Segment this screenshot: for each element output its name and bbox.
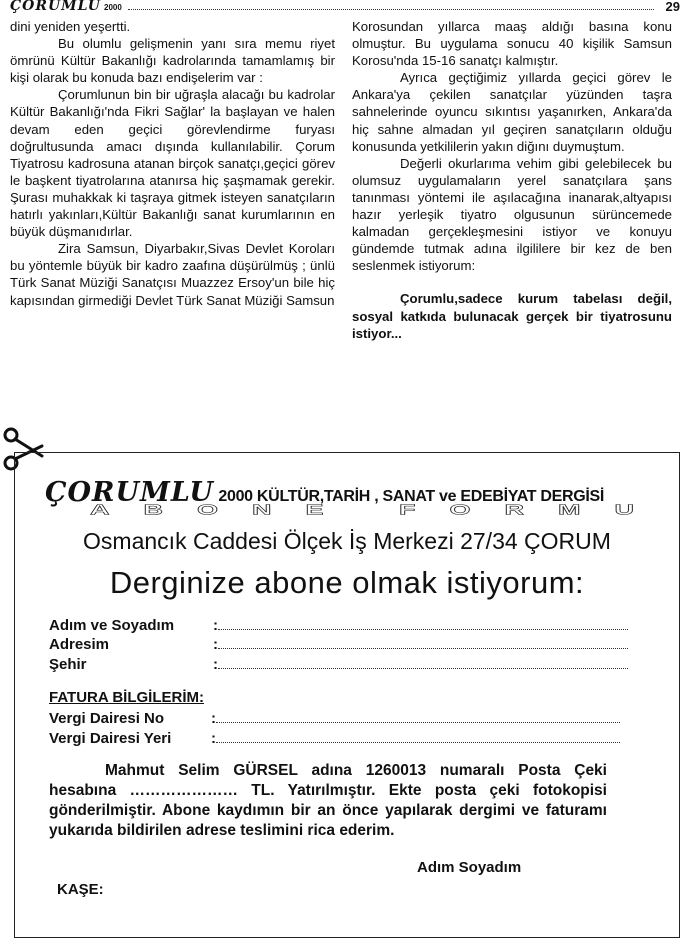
article-paragraph: Çorumlunun bin bir uğraşla alacağı bu kadrolar Kültür Bakanlığı'nda Fikri Sağlar' la başlayan ve halen devam eden geçici görevlendirme furyası doğrultusunda amacı dışında kullanılabilir. Çorum Tiyatrosu kadrosuna atanan birçok sanatçı,geçici görev le başkent tiyatrolarına atanırsa hiç şaşmamak gerekir. Şurası muhakkak ki taşraya gitmek isteyen sanatçıların hatırlı yakınları,Kültür Bakanlığı sanat kurumlarının en büyük düşmanıdırlar. [10,87,335,240]
page-number: 29 [665,0,680,14]
header-year: 2000 [104,3,122,12]
city-input-line[interactable] [218,658,628,669]
article-right-column [352,18,672,342]
field-separator: : [211,710,216,727]
field-separator: : [213,656,218,673]
tax-office-no-label: Vergi Dairesi No [49,710,165,727]
article-paragraph: Zira Samsun, Diyarbakır,Sivas Devlet Koroları bu yöntemle büyük bir kadro zaafına düşürülmüş ; ünlü Türk Sanat Müziği Sanatçısı Muazzez Ersoy'un bile hiç kapısından girmediği Devlet Türk Sanat Müziği Samsun [10,241,335,308]
tax-office-place-field[interactable] [49,730,620,747]
header-logo: ÇORUMLU [10,0,101,14]
city-field[interactable] [49,656,628,673]
name-input-line[interactable] [218,619,628,630]
tax-office-no-field[interactable] [49,710,620,727]
tax-office-place-label: Vergi Dairesi Yeri [49,730,172,747]
payment-paragraph [49,761,607,841]
article-paragraph: Korosundan yıllarca maaş aldığı basına konu olmuştur. Bu uygulama sonucu 40 kişilik Samsun Korosu'nda 15-16 sanatçı kalmıştır. [352,19,672,69]
form-main-line: Derginize abone olmak istiyorum: [109,565,585,600]
form-subtitle: 2000 KÜLTÜR,TARİH , SANAT ve EDEBİYAT DERGİSİ [218,488,605,505]
city-label: Şehir [49,656,87,673]
article-left-column [10,18,335,309]
article-paragraph: Bu olumlu gelişmenin yanı sıra memu riyet ömrünü Kültür Bakanlığı kadrolarında tamamlamış bir kişi olarak bu konuda bazı endişelerim var : [10,36,335,86]
payment-text: Mahmut Selim GÜRSEL adına 1260013 numaralı Posta Çeki hesabına ………………… TL. Yatırılmıştır. Ekte posta çeki fotokopisi gönderilmiştir. Abone kaydımın bir an önce yapılarak dergimi ve faturamı yukarıda bildirilen adrese teslimini rica ederim. [49,762,607,839]
stamp-label: KAŞE: [57,881,104,898]
page-header [10,0,680,16]
form-heading: ABONE FORMU [90,504,668,515]
invoice-title: FATURA BİLGİLERİM: [49,689,204,706]
subscription-form [14,452,680,938]
article-paragraph: Ayrıca geçtiğimiz yıllarda geçici görev le Ankara'ya çekilen sanatçılar yüzünden taşra sahnelerinde oyuncu sıkıntısı yaşanırken, Ankara'da hiç sahne almadan yıl geçiren sanatçıların olduğu konusunda yetkililerin yakın diğını duymuştum. [352,70,672,154]
field-separator: : [213,636,218,653]
form-address: Osmancık Caddesi Ölçek İş Merkezi 27/34 ÇORUM [83,528,611,554]
address-label: Adresim [49,636,110,653]
article-paragraph: dini yeniden yeşertti. [10,19,131,34]
tax-office-no-input-line[interactable] [216,712,620,723]
article-paragraph: Değerli okurlarıma vehim gibi gelebilecek bu olumsuz uygulamaların yerel sanatçılara şans tanınması yöntemi ile aşılacağına inanarak,altyapısı hazır yerleşik tiyatro olgusunun sürüncemede kalmadan gerçekleşmesini istiyor ve konuyu gündemde tutmak adına ilgililere bir kez de ben seslenmek istiyorum: [352,155,672,274]
tax-office-place-input-line[interactable] [216,732,620,743]
form-logo: ÇORUMLU [45,477,214,508]
header-divider [128,9,654,10]
name-field[interactable] [49,617,628,634]
field-separator: : [213,617,218,634]
field-separator: : [211,730,216,747]
address-field[interactable] [49,636,628,653]
address-input-line[interactable] [218,638,628,649]
signature-label: Adım Soyadım [417,859,522,876]
article-closing: Çorumlu,sadece kurum tabelası değil, sosyal katkıda bulunacak gerçek bir tiyatrosunu istiyor... [352,291,672,341]
name-label: Adım ve Soyadım [49,617,175,634]
